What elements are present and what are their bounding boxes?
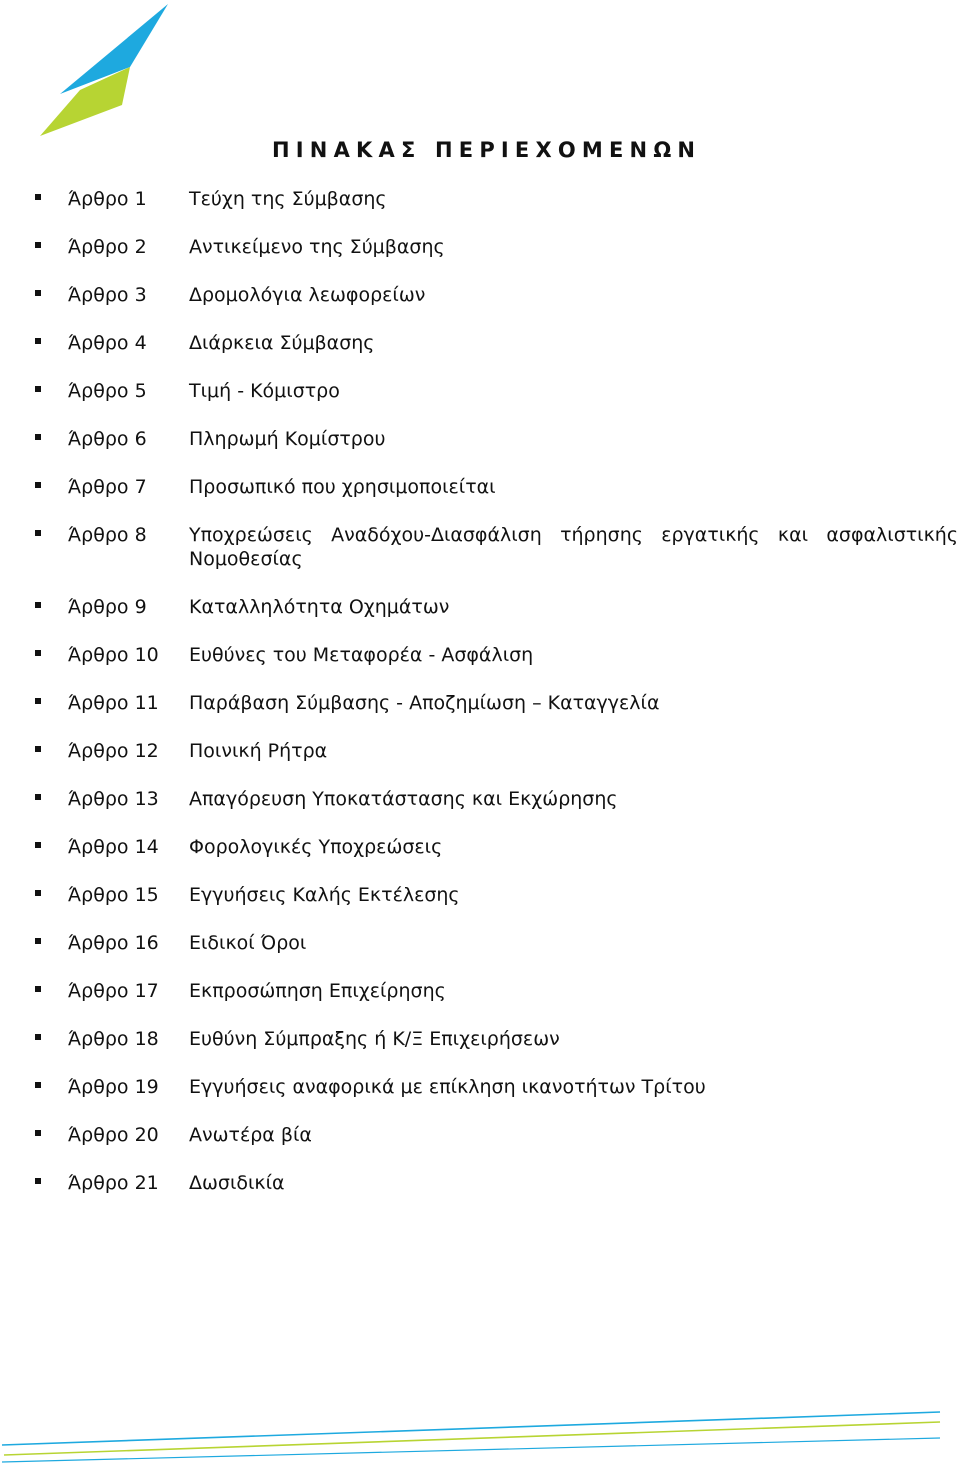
footer-line-blue: [2, 1412, 940, 1445]
article-number: Άρθρο 10: [68, 644, 159, 666]
article-title: Αντικείμενο της Σύμβασης: [189, 236, 445, 258]
bullet-icon: [35, 842, 41, 848]
article-title: Προσωπικό που χρησιμοποιείται: [189, 476, 496, 498]
article-title: Εγγυήσεις αναφορικά με επίκληση ικανοτήτων Τρίτου: [189, 1076, 706, 1098]
article-number: Άρθρο 8: [68, 524, 147, 546]
bullet-icon: [35, 482, 41, 488]
article-number: Άρθρο 16: [68, 932, 159, 954]
bullet-icon: [35, 434, 41, 440]
article-number: Άρθρο 2: [68, 236, 147, 258]
article-title: Ανωτέρα βία: [189, 1124, 312, 1146]
bullet-icon: [35, 194, 41, 200]
article-number: Άρθρο 4: [68, 332, 147, 354]
article-title: Απαγόρευση Υποκατάστασης και Εκχώρησης: [189, 788, 618, 810]
article-number: Άρθρο 12: [68, 740, 159, 762]
bullet-icon: [35, 938, 41, 944]
article-title: Τιμή - Κόμιστρο: [189, 380, 340, 402]
page-title: ΠΙΝΑΚΑΣ ΠΕΡΙΕΧΟΜΕΝΩΝ: [272, 138, 702, 162]
bullet-icon: [35, 290, 41, 296]
article-number: Άρθρο 11: [68, 692, 159, 714]
article-title: Υποχρεώσεις Αναδόχου-Διασφάλιση τήρησης εργατικής και ασφαλιστικής Νομοθεσίας: [189, 524, 958, 570]
article-title: Δωσιδικία: [189, 1172, 285, 1194]
article-title: Ποινική Ρήτρα: [189, 740, 328, 762]
article-number: Άρθρο 18: [68, 1028, 159, 1050]
bullet-icon: [35, 386, 41, 392]
article-title: Πληρωμή Κομίστρου: [189, 428, 386, 450]
article-title: Ειδικοί Όροι: [189, 932, 307, 954]
bullet-icon: [35, 530, 41, 536]
article-number: Άρθρο 9: [68, 596, 147, 618]
bullet-icon: [35, 1130, 41, 1136]
article-title: Διάρκεια Σύμβασης: [189, 332, 375, 354]
footer-decorative-lines: [0, 1400, 960, 1472]
article-title: Καταλληλότητα Οχημάτων: [189, 596, 450, 618]
article-title: Παράβαση Σύμβασης - Αποζημίωση – Καταγγελία: [189, 692, 660, 714]
bullet-icon: [35, 602, 41, 608]
bullet-icon: [35, 1034, 41, 1040]
article-number: Άρθρο 13: [68, 788, 159, 810]
bullet-icon: [35, 242, 41, 248]
article-title: Ευθύνη Σύμπραξης ή Κ/Ξ Επιχειρήσεων: [189, 1028, 560, 1050]
article-title: Εγγυήσεις Καλής Εκτέλεσης: [189, 884, 460, 906]
article-number: Άρθρο 1: [68, 188, 147, 210]
bullet-icon: [35, 650, 41, 656]
bullet-icon: [35, 890, 41, 896]
bullet-icon: [35, 698, 41, 704]
bullet-icon: [35, 986, 41, 992]
article-number: Άρθρο 5: [68, 380, 147, 402]
bullet-icon: [35, 794, 41, 800]
bullet-icon: [35, 746, 41, 752]
article-number: Άρθρο 19: [68, 1076, 159, 1098]
article-number: Άρθρο 7: [68, 476, 147, 498]
article-title: Εκπροσώπηση Επιχείρησης: [189, 980, 446, 1002]
article-title: Φορολογικές Υποχρεώσεις: [189, 836, 443, 858]
article-number: Άρθρο 6: [68, 428, 147, 450]
article-number: Άρθρο 3: [68, 284, 147, 306]
article-title: Τεύχη της Σύμβασης: [189, 188, 387, 210]
bullet-icon: [35, 1178, 41, 1184]
article-number: Άρθρο 20: [68, 1124, 159, 1146]
article-number: Άρθρο 15: [68, 884, 159, 906]
bullet-icon: [35, 338, 41, 344]
article-number: Άρθρο 14: [68, 836, 159, 858]
article-title: Ευθύνες του Μεταφορέα - Ασφάλιση: [189, 644, 534, 666]
bullet-icon: [35, 1082, 41, 1088]
article-number: Άρθρο 21: [68, 1172, 159, 1194]
article-title: Δρομολόγια λεωφορείων: [189, 284, 426, 306]
article-number: Άρθρο 17: [68, 980, 159, 1002]
